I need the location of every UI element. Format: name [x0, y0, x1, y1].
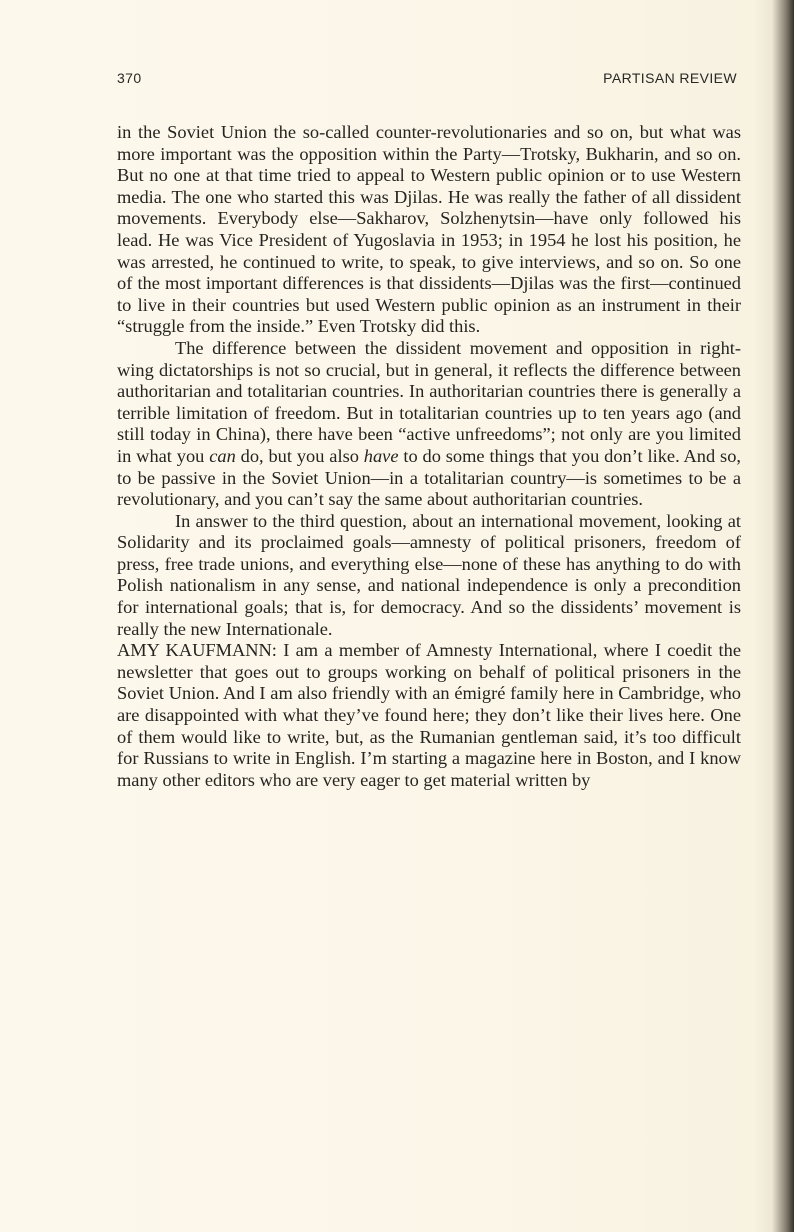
- running-head: [117, 70, 737, 90]
- page-number: 370: [117, 70, 142, 86]
- paragraph-text: In answer to the third question, about an international movement, looking at Solidarity and its proclaimed goals—amnesty of political prisoners, freedom of press, free trade unions, and everything else—none of these has anything to do with Polish nationalism in any sense, and national independence is only a precondition for international goals; that is, for democracy. And so the dissidents’ movement is really the new Internationale.: [117, 510, 741, 639]
- body-text: [117, 122, 741, 791]
- italic-text: can: [209, 445, 236, 466]
- paragraph-text: in the Soviet Union the so-called counter-revolutionaries and so on, but what was more important was the opposition within the Party—Trotsky, Bukharin, and so on. But no one at that time tried to appeal to Western public opinion or to use Western media. The one who started this was Djilas. He was really the father of all dissident movements. Everybody else—Sakharov, Solzhenytsin—have only followed his lead. He was Vice President of Yugoslavia in 1953; in 1954 he lost his position, he was arrested, he continued to write, to speak, to give interviews, and so on. So one of the most important differences is that dissidents—Djilas was the first—continued to live in their countries but used Western public opinion as an instrument in their “struggle from the inside.” Even Trotsky did this.: [117, 122, 741, 337]
- paragraph: [117, 640, 741, 791]
- italic-text: have: [363, 445, 399, 466]
- paragraph: [117, 511, 741, 641]
- paragraph-text: AMY KAUFMANN: I am a member of Amnesty International, where I coedit the newsletter that goes out to groups working on behalf of political prisoners in the Soviet Union. And I am also friendly with an émigré family here in Cambridge, who are disappointed with what they’ve found here; they don’t like their lives here. One of them would like to write, but, as the Rumanian gentleman said, it’s too difficult for Russians to write in English. I’m starting a magazine here in Boston, and I know many other editors who are very eager to get material written by: [117, 640, 741, 790]
- paragraph-text: The difference between the dissident movement and opposition in right-wing dictatorships is not so crucial, but in general, it reflects the difference between authoritarian and totalitarian countries. In authoritarian countries there is generally a terrible limitation of freedom. But in totalitarian countries up to ten years ago (and still today in China), there have been “active unfreedoms”; not only are you limited in what you: [117, 337, 741, 466]
- spine-shadow: [754, 0, 794, 1232]
- journal-title: PARTISAN REVIEW: [603, 70, 737, 86]
- paragraph-text: do, but you also: [235, 445, 364, 466]
- paragraph-text: to do some things that you don’t like. And so, to be passive in the Soviet Union—in a totalitarian country—is sometimes to be a revolutionary, and you can’t say the same about authoritarian countries.: [117, 445, 741, 510]
- paragraph: [117, 338, 741, 511]
- paragraph: [117, 122, 741, 338]
